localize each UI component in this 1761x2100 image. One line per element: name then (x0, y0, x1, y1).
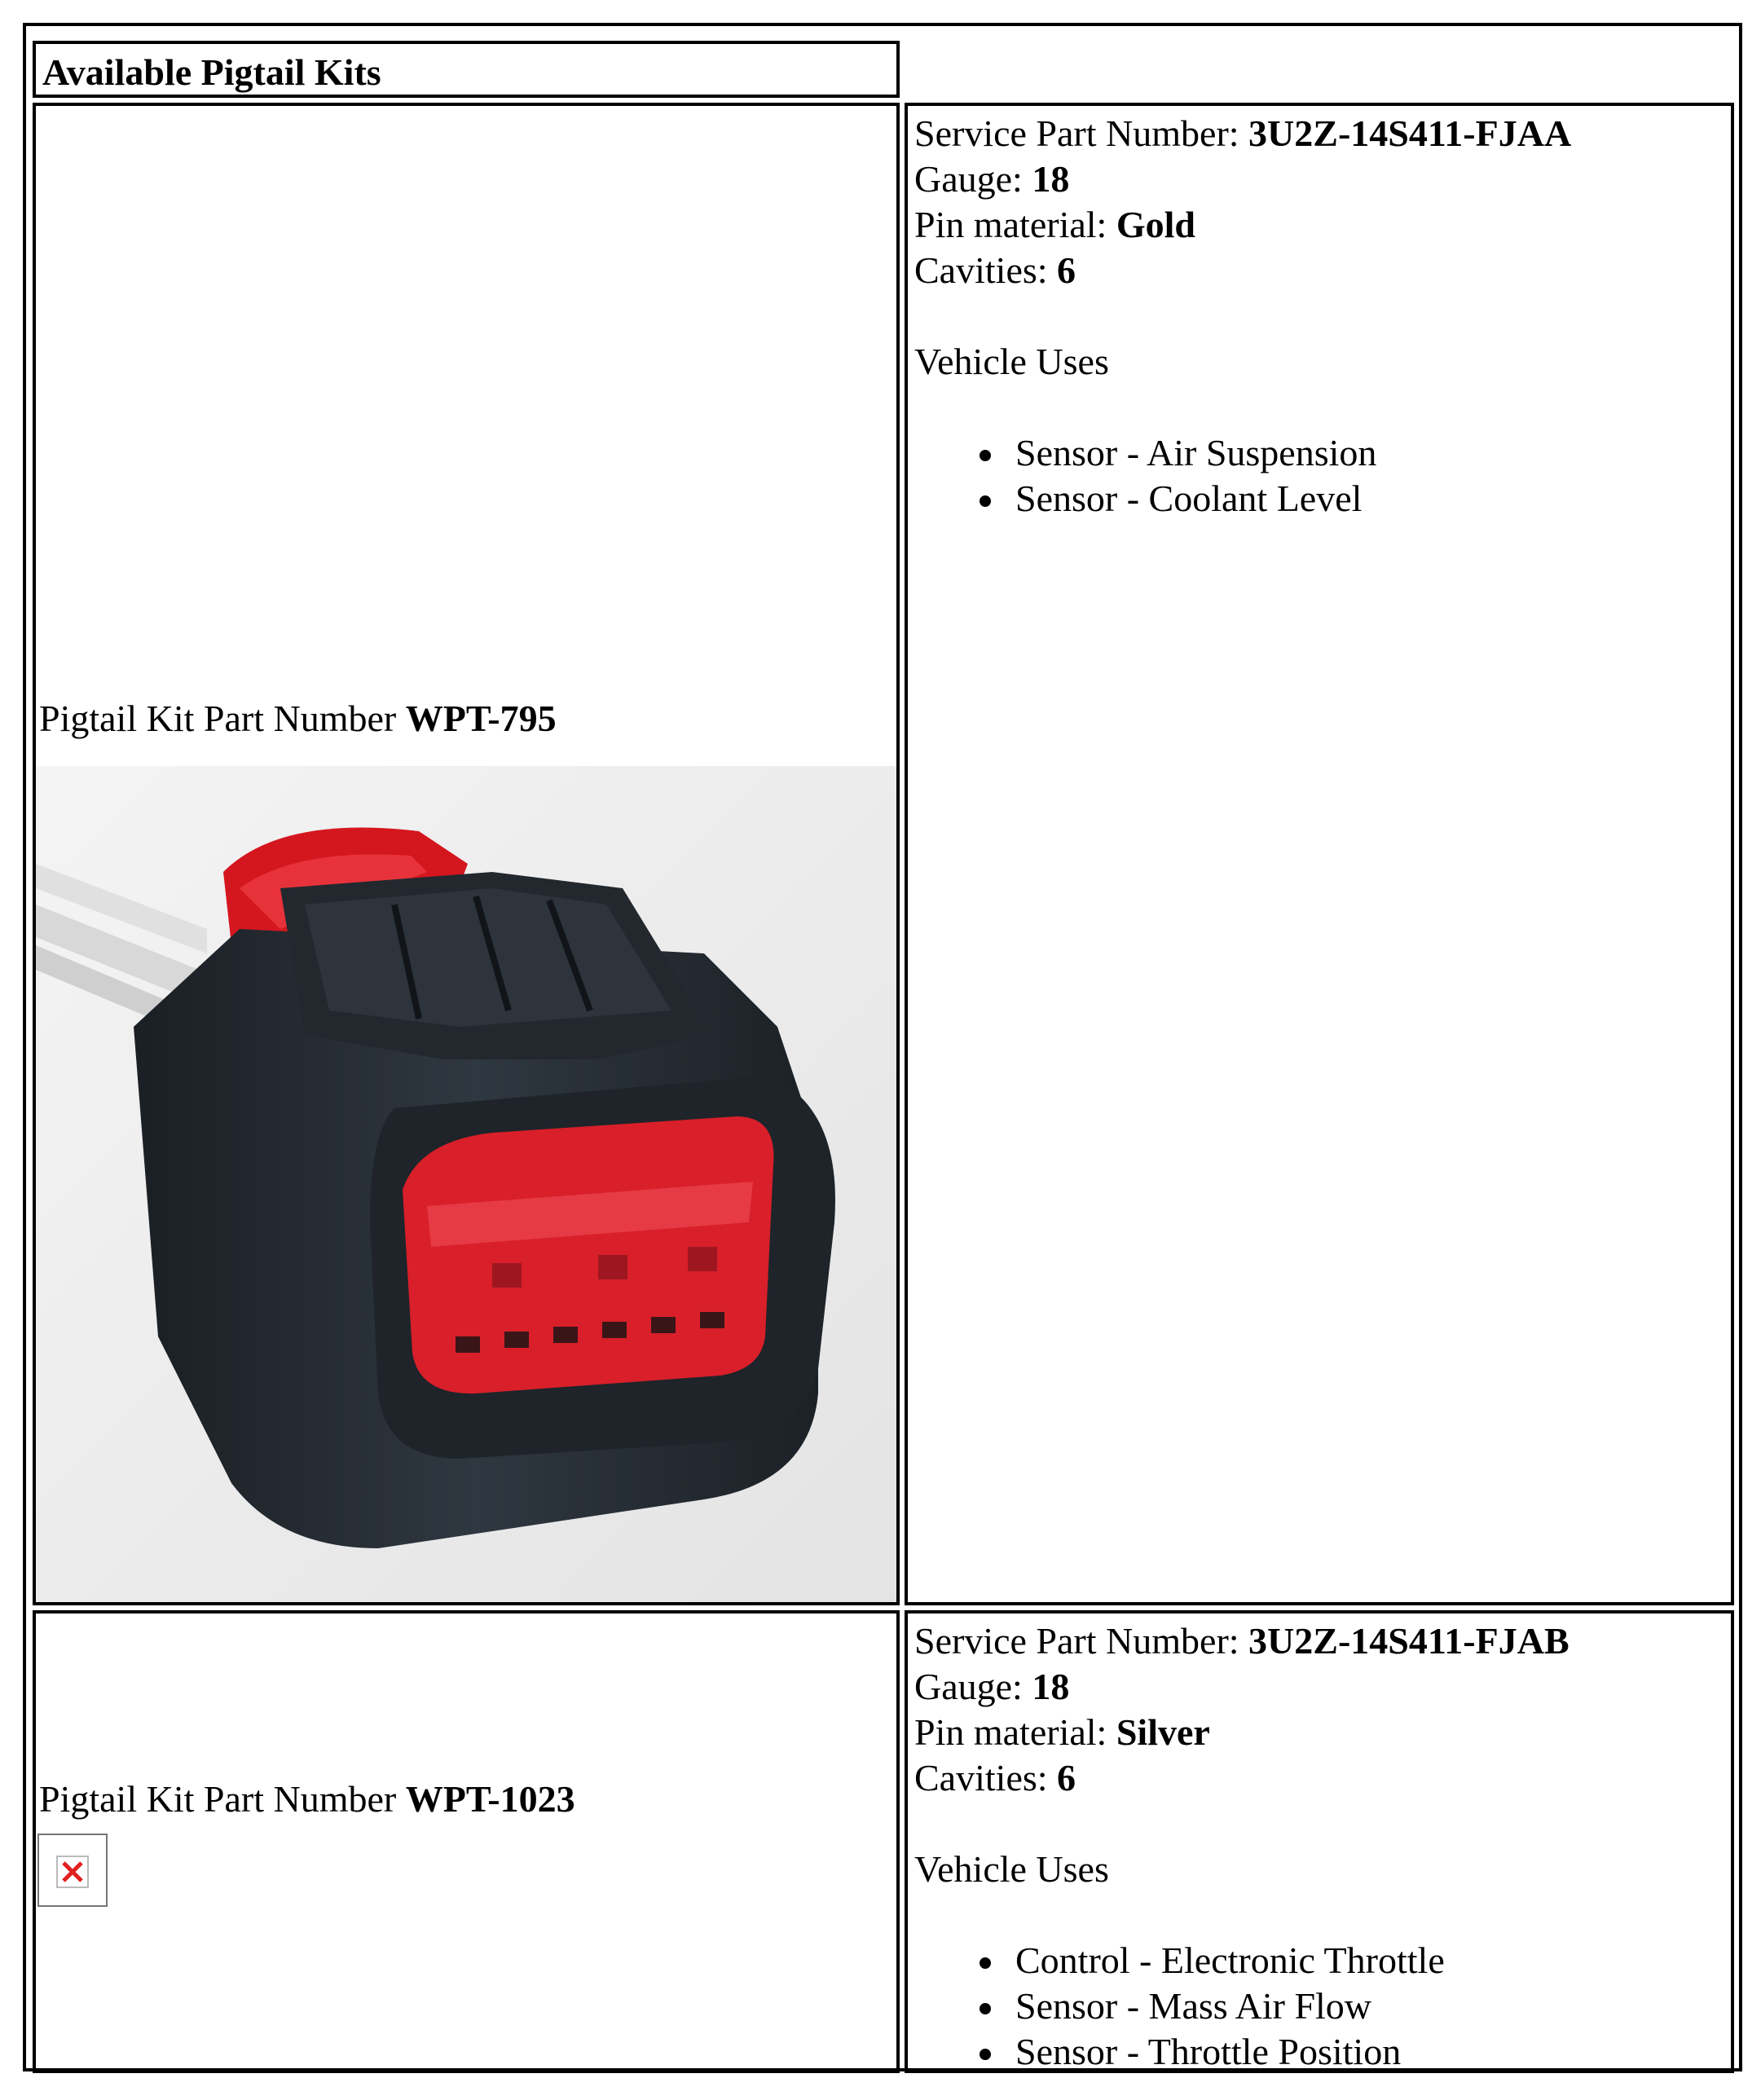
pigtail-kits-table (23, 23, 1742, 2071)
vehicle-uses-heading: Vehicle Uses (914, 1848, 1109, 1890)
kit-row-2-image-cell (33, 1610, 900, 2073)
list-item: Sensor - Air Suspension (914, 430, 1571, 476)
cavities: Cavities: 6 (914, 249, 1076, 291)
gauge: Gauge: 18 (914, 1666, 1070, 1707)
kit-row-1-image-cell (33, 103, 900, 1605)
service-part-number: Service Part Number: 3U2Z-14S411-FJAB (914, 1620, 1569, 1662)
kit-1-details (914, 111, 1571, 522)
vehicle-uses-heading: Vehicle Uses (914, 341, 1109, 382)
service-part-number: Service Part Number: 3U2Z-14S411-FJAA (914, 112, 1572, 154)
kit-row-1-details-cell (905, 103, 1734, 1605)
vehicle-uses-list (914, 1938, 1569, 2073)
table-header-cell (33, 41, 900, 98)
list-item: Sensor - Throttle Position (914, 2029, 1569, 2073)
kit-2-label: Pigtail Kit Part Number WPT-1023 (39, 1778, 575, 1820)
table-heading: Available Pigtail Kits (42, 51, 381, 93)
list-item: Sensor - Coolant Level (914, 476, 1571, 522)
gauge: Gauge: 18 (914, 158, 1070, 200)
list-item: Control - Electronic Throttle (914, 1938, 1569, 1983)
broken-image-icon (37, 1834, 108, 1907)
kit-1-label: Pigtail Kit Part Number WPT-795 (39, 698, 557, 739)
kit-2-details (914, 1618, 1569, 2073)
pin-material: Pin material: Silver (914, 1711, 1210, 1753)
connector-photo (36, 766, 898, 1605)
kit-1-part-number: WPT-795 (405, 698, 557, 739)
list-item: Sensor - Mass Air Flow (914, 1983, 1569, 2029)
pin-material: Pin material: Gold (914, 204, 1195, 245)
vehicle-uses-list (914, 430, 1571, 522)
kit-row-2-details-cell (905, 1610, 1734, 2073)
cavities: Cavities: 6 (914, 1757, 1076, 1798)
kit-2-part-number: WPT-1023 (405, 1778, 575, 1820)
